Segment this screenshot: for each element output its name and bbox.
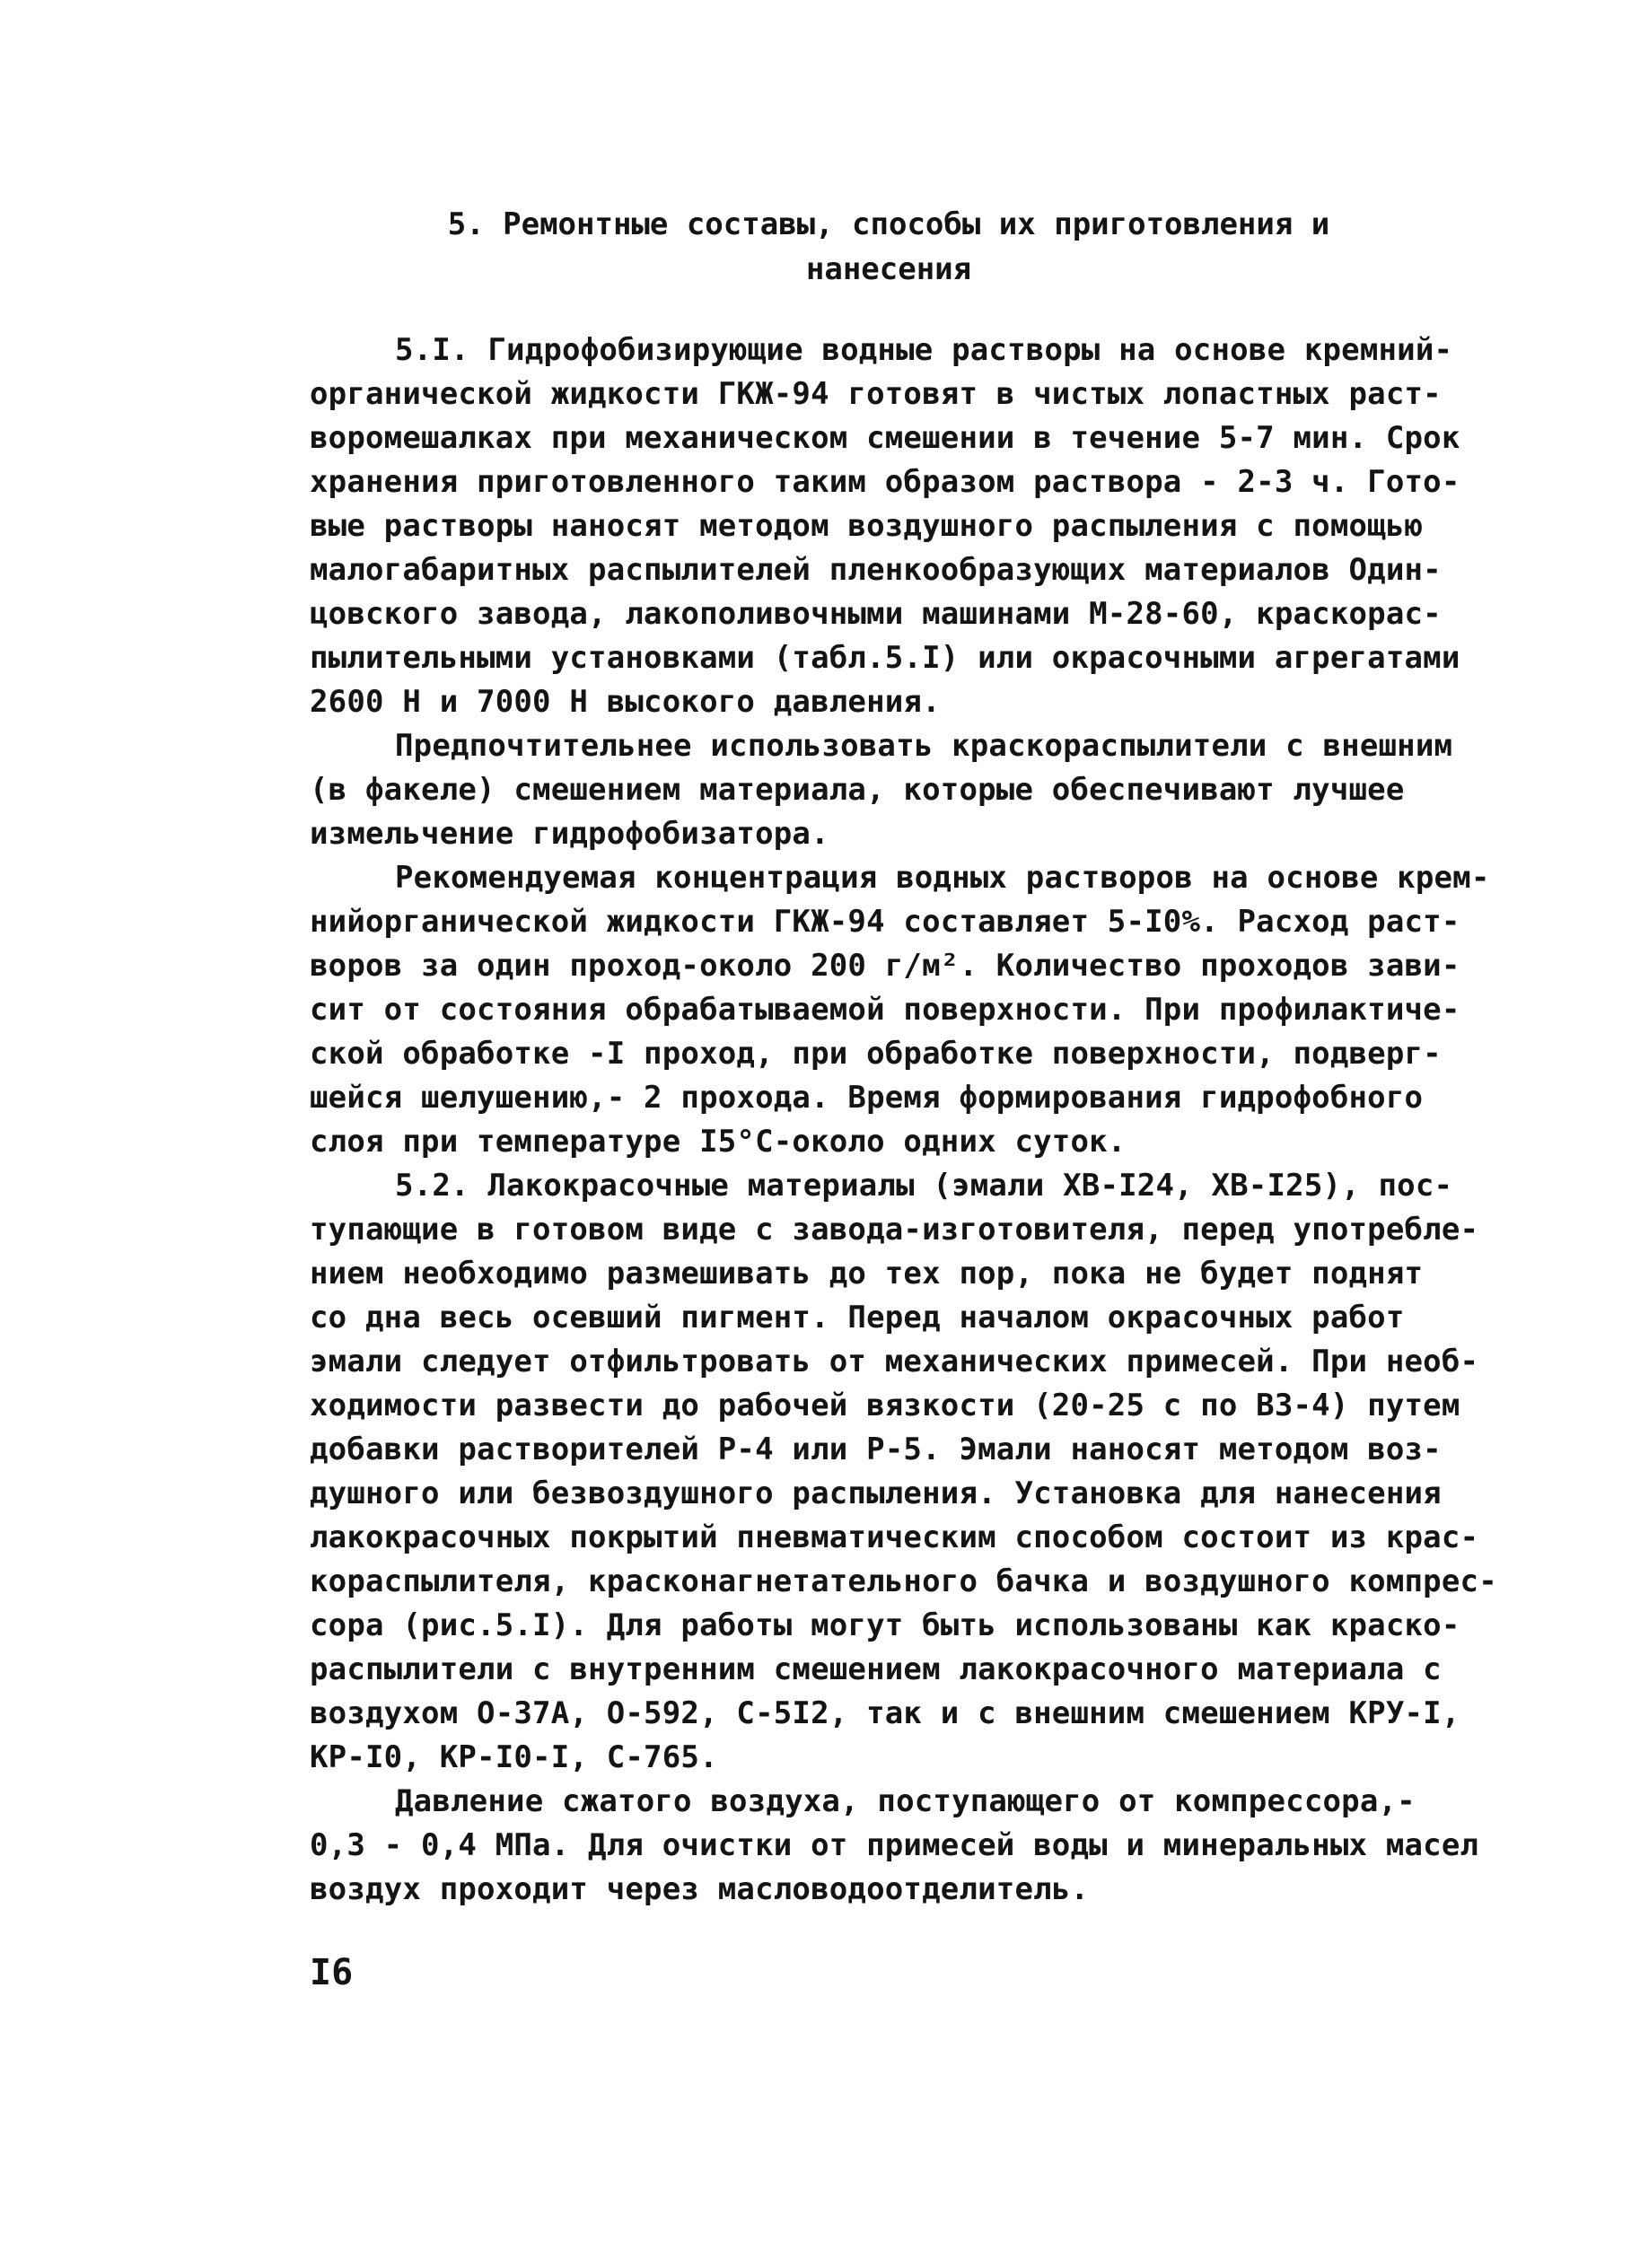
- text-line: душного или безвоздушного распыления. Установка для нанесения: [310, 1476, 1442, 1511]
- text-line: КР-I0, КР-I0-I, С-765.: [310, 1739, 718, 1775]
- text-line: 0,3 - 0,4 МПа. Для очистки от примесей воды и минеральных масел: [310, 1827, 1479, 1863]
- text-line: сора (рис.5.I). Для работы могут быть использованы как краско-: [310, 1607, 1460, 1643]
- text-line: слоя при температуре I5°С-около одних суток.: [310, 1124, 1127, 1160]
- text-line: распылители с внутренним смешением лакокрасочного материала с: [310, 1651, 1442, 1687]
- text-line: Давление сжатого воздуха, поступающего от компрессора,-: [395, 1783, 1416, 1819]
- text-line: измельчение гидрофобизатора.: [310, 816, 829, 852]
- text-line: со дна весь осевший пигмент. Перед началом окрасочных работ: [310, 1300, 1405, 1335]
- text-line: шейся шелушению,- 2 прохода. Время формирования гидрофобного: [310, 1080, 1424, 1116]
- text-line: 2600 Н и 7000 Н высокого давления.: [310, 684, 941, 720]
- text-line: тупающие в готовом виде с завода-изготовителя, перед употребле-: [310, 1212, 1479, 1248]
- text-line: эмали следует отфильтровать от механических примесей. При необ-: [310, 1344, 1479, 1379]
- text-line: лакокрасочных покрытий пневматическим способом состоит из крас-: [310, 1519, 1479, 1555]
- page-number: I6: [310, 1952, 354, 1993]
- text-line: воромешалках при механическом смешении в течение 5-7 мин. Срок: [310, 420, 1460, 456]
- text-line: сит от состояния обрабатываемой поверхности. При профилактиче-: [310, 992, 1460, 1028]
- text-line: малогабаритных распылителей пленкообразующих материалов Один-: [310, 552, 1442, 588]
- text-line: Рекомендуемая концентрация водных растворов на основе крем-: [395, 860, 1490, 896]
- text-line: воров за один проход-около 200 г/м². Количество проходов зави-: [310, 948, 1460, 984]
- text-line: 5.2. Лакокрасочные материалы (эмали ХВ-I24, ХВ-I25), пос-: [395, 1168, 1453, 1204]
- text-line: нийорганической жидкости ГКЖ-94 составляет 5-I0%. Расход раст-: [310, 904, 1460, 940]
- text-line: воздухом О-37А, О-592, С-5I2, так и с внешним смешением КРУ-I,: [310, 1695, 1460, 1731]
- text-line: пылительными установками (табл.5.I) или окрасочными агрегатами: [310, 640, 1460, 676]
- section-heading-line-2: нанесения: [805, 251, 972, 287]
- text-line: органической жидкости ГКЖ-94 готовят в чистых лопастных раст-: [310, 376, 1442, 412]
- text-line: 5.I. Гидрофобизирующие водные растворы на основе кремний-: [395, 332, 1453, 368]
- text-line: вые растворы наносят методом воздушного распыления с помощью: [310, 508, 1424, 544]
- text-line: хранения приготовленного таким образом раствора - 2-3 ч. Гото-: [310, 464, 1460, 500]
- text-line: ской обработке -I проход, при обработке поверхности, подверг-: [310, 1036, 1442, 1072]
- text-line: кораспылителя, красконагнетательного бачка и воздушного компрес-: [310, 1563, 1497, 1599]
- text-line: Предпочтительнее использовать краскораспылители с внешним: [395, 728, 1453, 764]
- section-heading: [305, 202, 1472, 292]
- text-line: добавки растворителей Р-4 или Р-5. Эмали наносят методом воз-: [310, 1432, 1442, 1467]
- text-line: цовского завода, лакополивочными машинами М-28-60, краскорас-: [310, 596, 1442, 632]
- text-line: ходимости развести до рабочей вязкости (20-25 с по ВЗ-4) путем: [310, 1388, 1460, 1423]
- text-line: воздух проходит через масловодоотделитель.: [310, 1871, 1090, 1907]
- text-line: (в факеле) смешением материала, которые обеспечивают лучшее: [310, 772, 1405, 808]
- section-heading-line-1: 5. Ремонтные составы, способы их приготовления и: [447, 206, 1330, 242]
- text-line: нием необходимо размешивать до тех пор, пока не будет поднят: [310, 1256, 1424, 1292]
